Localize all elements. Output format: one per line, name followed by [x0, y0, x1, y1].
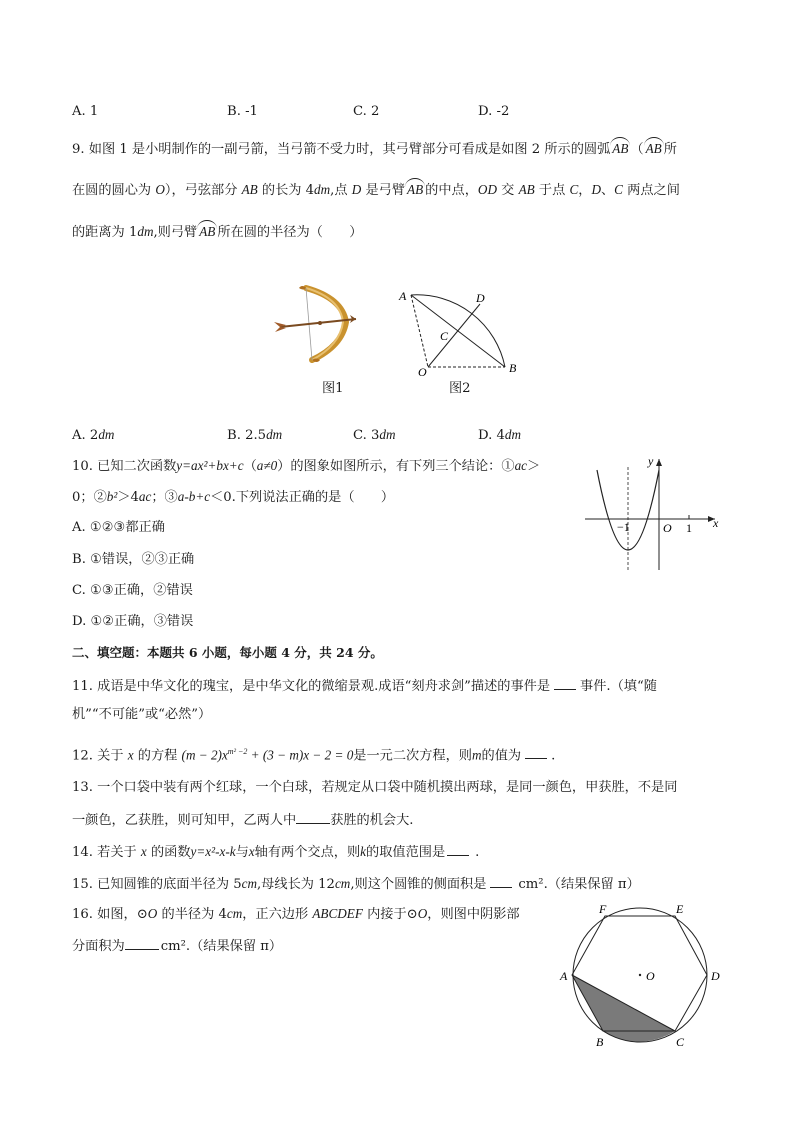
- tick-minus-1: −1: [617, 520, 630, 534]
- label-o: O: [646, 969, 655, 983]
- parabola-graph: [583, 455, 723, 573]
- q13-line-2: 一颜色，乙获胜，则可知甲，乙两人中 获胜的机会大.: [72, 813, 414, 828]
- q15-line: 15. 已知圆锥的底面半径为 5cm,母线长为 12cm,则这个圆锥的侧面积是 cm².（结果保留 π）: [72, 876, 640, 892]
- q9-option-a: A. 2dm: [72, 427, 115, 443]
- q9-line-3: 的距离为 1dm,则弓臂 AB 所在圆的半径为（ ）: [72, 224, 363, 240]
- q8-option-c: C. 2: [353, 104, 380, 119]
- answer-blank: [525, 746, 547, 759]
- q10-option-b: B. ①错误，②③正确: [72, 552, 195, 567]
- q9-option-c: C. 3dm: [353, 427, 396, 443]
- q10-option-a: A. ①②③都正确: [72, 520, 165, 535]
- answer-blank: [125, 937, 159, 950]
- q8-option-b: B. -1: [227, 104, 258, 119]
- hexagon-circle-figure: [555, 900, 725, 1050]
- q16-line-2: 分面积为 cm².（结果保留 π）: [72, 939, 283, 954]
- q9-line-1: 9. 如图 1 是小明制作的一副弓箭，当弓箭不受力时，其弓臂部分可看成是如图 2 所示的圆弧 AB （ AB 所: [72, 141, 677, 157]
- answer-blank: [554, 677, 576, 690]
- label-b: B: [509, 361, 517, 375]
- q11-line-2: 机”“不可能”或“必然”）: [72, 707, 212, 722]
- q10-line-1: 10. 已知二次函数y=ax²+bx+c（a≠0）的图象如图所示，有下列三个结论：①ac＞: [72, 458, 541, 474]
- q16-line-1: 16. 如图，⊙O 的半径为 4cm，正六边形 ABCDEF 内接于⊙O，则图中阴影部: [72, 906, 520, 922]
- label-c: C: [440, 329, 449, 343]
- q9-option-d: D. 4dm: [478, 427, 522, 443]
- label-d: D: [476, 291, 485, 305]
- q10-option-c: C. ①③正确，②错误: [72, 583, 193, 598]
- label-a: A: [399, 289, 407, 303]
- q10-option-d: D. ①②正确，③错误: [72, 614, 194, 629]
- figure-1-caption: 图1: [322, 381, 344, 396]
- q10-line-2: 0；②b²＞4ac；③a-b+c＜0.下列说法正确的是（ ）: [72, 489, 395, 505]
- q13-line-1: 13. 一个口袋中装有两个红球，一个白球，若规定从口袋中随机摸出两球，是同一颜色，甲获胜，不是同: [72, 780, 678, 795]
- bow-arrow-figure: [272, 282, 364, 366]
- label-a: A: [560, 969, 568, 983]
- label-o: O: [418, 365, 427, 378]
- axis-x-label: x: [713, 516, 719, 530]
- answer-blank: [296, 811, 330, 824]
- label-d: D: [711, 969, 720, 983]
- q14-line: 14. 若关于 x 的函数y=x²-x-k与x轴有两个交点，则k的取值范围是 .: [72, 844, 480, 860]
- label-f: F: [599, 902, 607, 916]
- shaded-region: [572, 975, 675, 1041]
- arc-ab: AB: [612, 141, 629, 156]
- section-2-heading: 二、填空题：本题共 6 小题，每小题 4 分，共 24 分。: [72, 645, 383, 660]
- answer-blank: [490, 875, 512, 888]
- q9-line-2: 在圆的圆心为 O），弓弦部分 AB 的长为 4dm,点 D 是弓臂 AB 的中点，OD 交 AB 于点 C，D、C 两点之间: [72, 182, 680, 198]
- tick-1: 1: [686, 521, 692, 535]
- q8-option-a: A. 1: [72, 104, 99, 119]
- figure-2-caption: 图2: [449, 381, 471, 396]
- arc-geometry-figure: [394, 286, 524, 378]
- origin-label: O: [663, 521, 672, 535]
- q9-option-b: B. 2.5dm: [227, 427, 283, 443]
- q8-option-d: D. -2: [478, 104, 510, 119]
- q11-line-1: 11. 成语是中华文化的瑰宝，是中华文化的微缩景观.成语“刻舟求剑”描述的事件是 事件.（填“随: [72, 679, 657, 694]
- label-e: E: [676, 902, 684, 916]
- label-c: C: [676, 1035, 685, 1049]
- q12-line: 12. 关于 x 的方程 $(m - 2)x^{m^2 -2} + (3 - m)x - 2 = 0$是一元二次方程，则m的值为 .: [72, 747, 556, 764]
- arc-ab: AB: [645, 141, 662, 156]
- axis-y-label: y: [648, 455, 654, 468]
- answer-blank: [447, 843, 469, 856]
- label-b: B: [596, 1035, 604, 1049]
